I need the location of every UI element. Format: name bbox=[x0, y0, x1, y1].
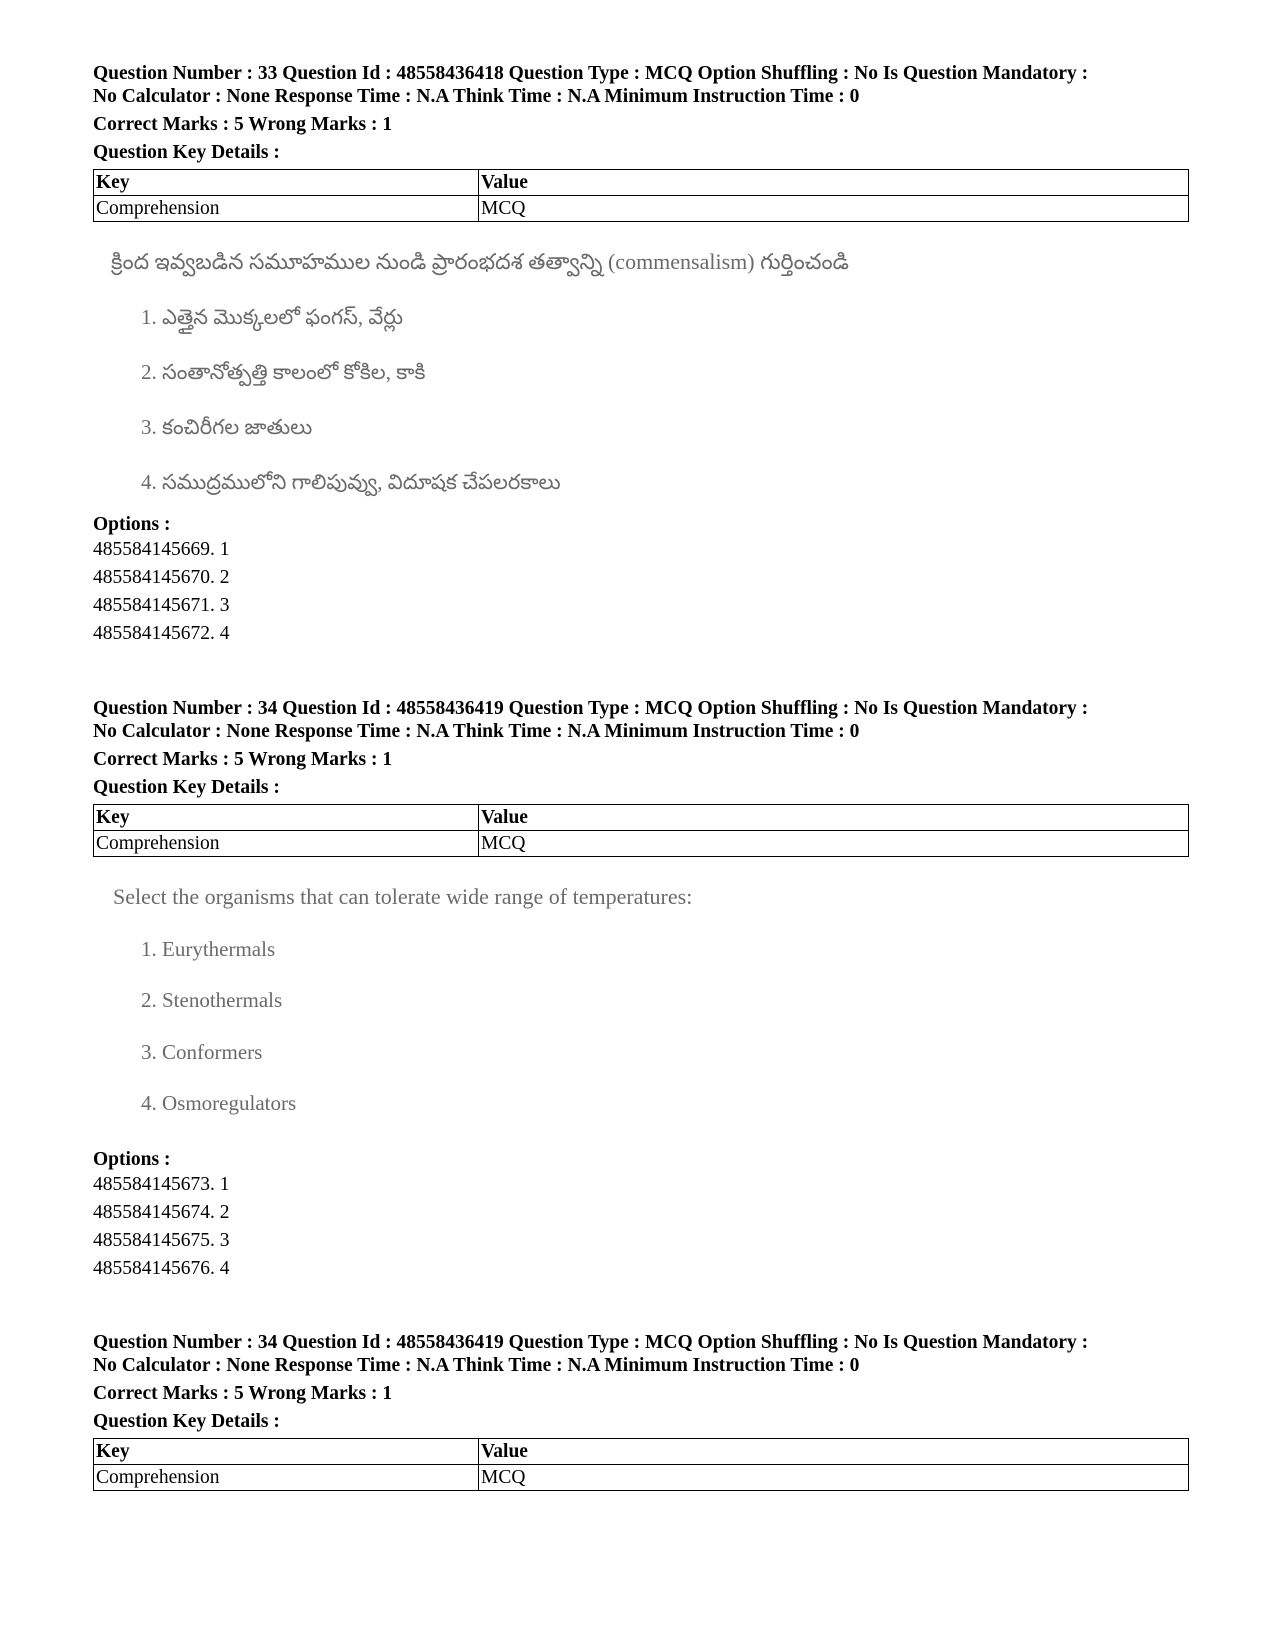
option-item: 485584145675. 3 bbox=[93, 1230, 230, 1251]
question-marks: Correct Marks : 5 Wrong Marks : 1 bbox=[93, 1383, 393, 1404]
question-block bbox=[93, 697, 1183, 1283]
question-header-line-1: Question Number : 34 Question Id : 48558436419 Question Type : MCQ Option Shuffling : No Is Question Mandatory : bbox=[93, 698, 1089, 719]
table-row bbox=[94, 831, 1189, 857]
question-choice-1: 1. ఎత్తైన మొక్కలలో ఫంగస్, వేర్లు bbox=[141, 305, 403, 329]
key-details-table bbox=[93, 804, 1189, 857]
question-image bbox=[93, 248, 1183, 503]
key-header-cell: Key bbox=[94, 170, 479, 196]
option-item: 485584145673. 1 bbox=[93, 1174, 230, 1195]
table-row bbox=[94, 196, 1189, 222]
question-choice-2: 2. Stenothermals bbox=[141, 988, 283, 1012]
key-cell: Comprehension bbox=[94, 831, 479, 857]
key-details-label: Question Key Details : bbox=[93, 777, 280, 798]
key-header-cell: Key bbox=[94, 805, 479, 831]
question-choice-3: 3. Conformers bbox=[141, 1040, 263, 1064]
value-cell: MCQ bbox=[479, 196, 1189, 222]
question-header-line-1: Question Number : 33 Question Id : 48558436418 Question Type : MCQ Option Shuffling : No Is Question Mandatory : bbox=[93, 63, 1089, 84]
table-header-row bbox=[94, 1439, 1189, 1465]
question-header-line-2: No Calculator : None Response Time : N.A Think Time : N.A Minimum Instruction Time : 0 bbox=[93, 721, 860, 742]
option-item: 485584145671. 3 bbox=[93, 595, 230, 616]
question-marks: Correct Marks : 5 Wrong Marks : 1 bbox=[93, 749, 393, 770]
question-marks: Correct Marks : 5 Wrong Marks : 1 bbox=[93, 114, 393, 135]
key-details-label: Question Key Details : bbox=[93, 1411, 280, 1432]
option-item: 485584145674. 2 bbox=[93, 1202, 230, 1223]
key-details-table bbox=[93, 1438, 1189, 1491]
table-row bbox=[94, 1465, 1189, 1491]
key-details-table bbox=[93, 169, 1189, 222]
question-block bbox=[93, 62, 1183, 648]
question-stem: Select the organisms that can tolerate wide range of temperatures: bbox=[113, 884, 693, 909]
key-cell: Comprehension bbox=[94, 196, 479, 222]
question-header-line-2: No Calculator : None Response Time : N.A Think Time : N.A Minimum Instruction Time : 0 bbox=[93, 1355, 860, 1376]
option-item: 485584145669. 1 bbox=[93, 539, 230, 560]
question-header-line-2: No Calculator : None Response Time : N.A Think Time : N.A Minimum Instruction Time : 0 bbox=[93, 86, 860, 107]
question-choice-2: 2. సంతానోత్పత్తి కాలంలో కోకిల, కాకి bbox=[141, 360, 426, 384]
question-block bbox=[93, 1331, 1183, 1491]
question-choice-1: 1. Eurythermals bbox=[141, 937, 276, 961]
question-header-line-1: Question Number : 34 Question Id : 48558436419 Question Type : MCQ Option Shuffling : No Is Question Mandatory : bbox=[93, 1332, 1089, 1353]
value-cell: MCQ bbox=[479, 1465, 1189, 1491]
question-choice-4: 4. Osmoregulators bbox=[141, 1091, 297, 1115]
option-item: 485584145676. 4 bbox=[93, 1258, 230, 1279]
key-header-cell: Key bbox=[94, 1439, 479, 1465]
value-header-cell: Value bbox=[479, 1439, 1189, 1465]
value-header-cell: Value bbox=[479, 805, 1189, 831]
option-item: 485584145670. 2 bbox=[93, 567, 230, 588]
question-stem: క్రింద ఇవ్వబడిన సమూహముల నుండి ప్రారంభదశ తత్వాన్ని (commensalism) గుర్తించండి bbox=[111, 249, 849, 274]
question-choice-3: 3. కంచిరీగల జాతులు bbox=[141, 415, 313, 439]
question-choice-4: 4. సముద్రములోని గాలిపువ్వు, విదూషక చేపలరకాలు bbox=[141, 470, 561, 494]
question-image bbox=[93, 883, 1183, 1138]
key-details-label: Question Key Details : bbox=[93, 142, 280, 163]
value-cell: MCQ bbox=[479, 831, 1189, 857]
table-header-row bbox=[94, 805, 1189, 831]
option-item: 485584145672. 4 bbox=[93, 623, 230, 644]
options-label: Options : bbox=[93, 1149, 171, 1170]
options-label: Options : bbox=[93, 514, 171, 535]
key-cell: Comprehension bbox=[94, 1465, 479, 1491]
value-header-cell: Value bbox=[479, 170, 1189, 196]
table-header-row bbox=[94, 170, 1189, 196]
